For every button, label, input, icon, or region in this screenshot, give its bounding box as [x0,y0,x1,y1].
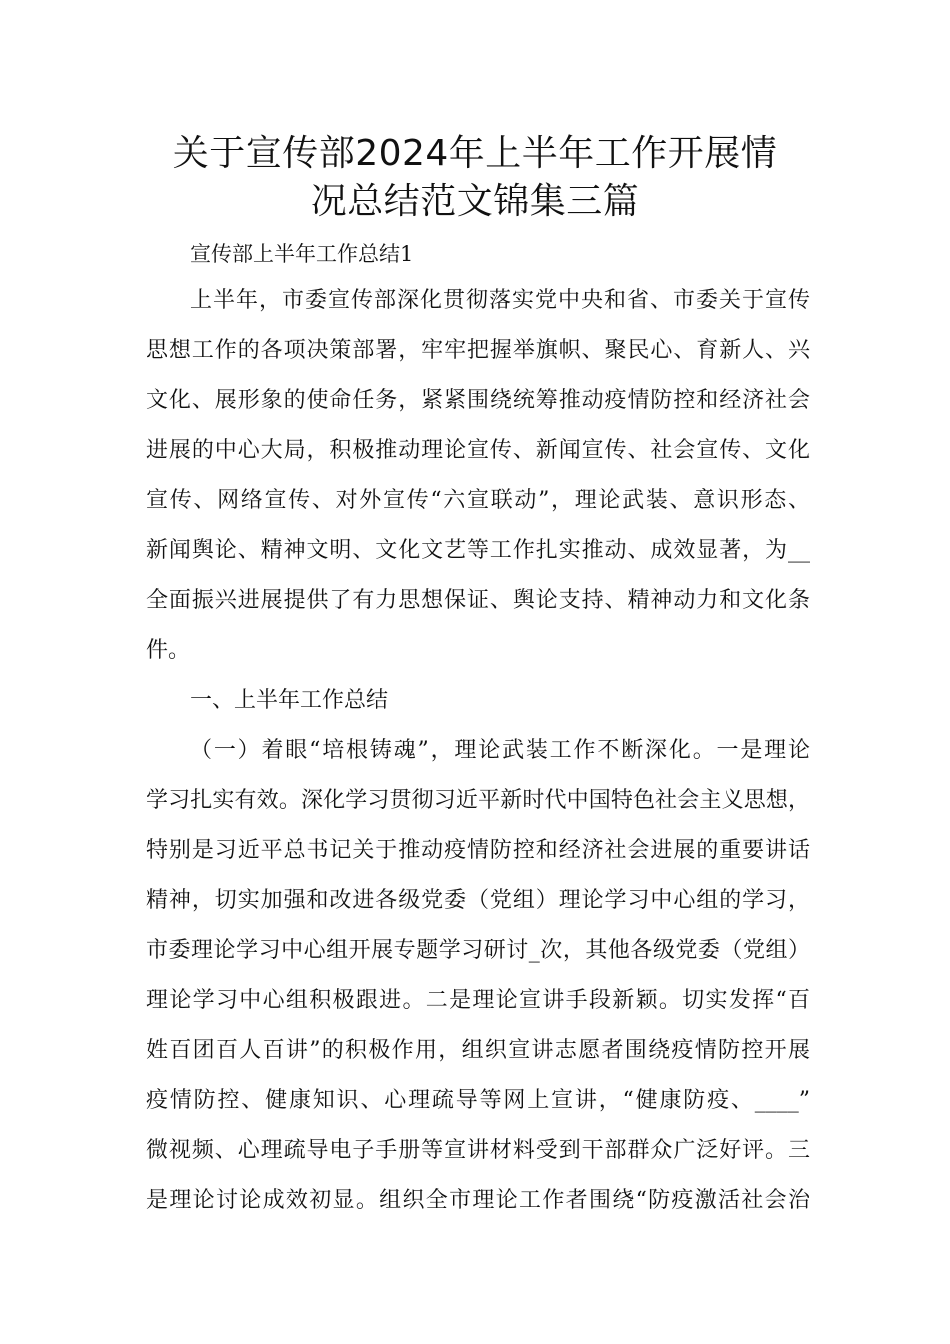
paragraph-line: 新闻舆论、精神文明、文化文艺等工作扎实推动、成效显著，为__ [146,538,810,563]
paragraph-line: 理论学习中心组积极跟进。二是理论宣讲手段新颖。切实发挥“百 [146,988,810,1013]
paragraph-line: 文化、展形象的使命任务，紧紧围绕统筹推动疫情防控和经济社会 [146,388,810,413]
paragraph-line: 精神，切实加强和改进各级党委（党组）理论学习中心组的学习， [146,888,810,913]
section-subtitle: 宣传部上半年工作总结1 [190,242,414,266]
section-heading: 一、上半年工作总结 [190,688,389,713]
paragraph-line: 进展的中心大局，积极推动理论宣传、新闻宣传、社会宣传、文化 [146,438,810,463]
paragraph-line: 是理论讨论成效初显。组织全市理论工作者围绕“防疫激活社会治 [146,1188,810,1213]
document-title-line-2: 况总结范文锦集三篇 [310,181,640,222]
paragraph-line: 思想工作的各项决策部署，牢牢把握举旗帜、聚民心、育新人、兴 [146,338,810,363]
paragraph-line: 上半年，市委宣传部深化贯彻落实党中央和省、市委关于宣传 [190,288,810,313]
paragraph-line: 姓百团百人百讲”的积极作用，组织宣讲志愿者围绕疫情防控开展 [146,1038,810,1063]
paragraph-line: 全面振兴进展提供了有力思想保证、舆论支持、精神动力和文化条 [146,588,810,613]
paragraph-line: 特别是习近平总书记关于推动疫情防控和经济社会进展的重要讲话 [146,838,810,863]
paragraph-line: 件。 [146,638,191,663]
paragraph-line: 宣传、网络宣传、对外宣传“六宣联动”，理论武装、意识形态、 [146,488,810,513]
paragraph-line: 市委理论学习中心组开展专题学习研讨_次，其他各级党委（党组） [146,938,810,963]
paragraph-line: 学习扎实有效。深化学习贯彻习近平新时代中国特色社会主义思想， [146,788,810,813]
paragraph-line: 疫情防控、健康知识、心理疏导等网上宣讲，“健康防疫、____” [146,1088,810,1113]
paragraph-line: 微视频、心理疏导电子手册等宣讲材料受到干部群众广泛好评。三 [146,1138,810,1163]
paragraph-line: （一）着眼“培根铸魂”，理论武装工作不断深化。一是理论 [190,738,810,763]
document-title-line-1: 关于宣传部2024年上半年工作开展情 [172,133,778,174]
